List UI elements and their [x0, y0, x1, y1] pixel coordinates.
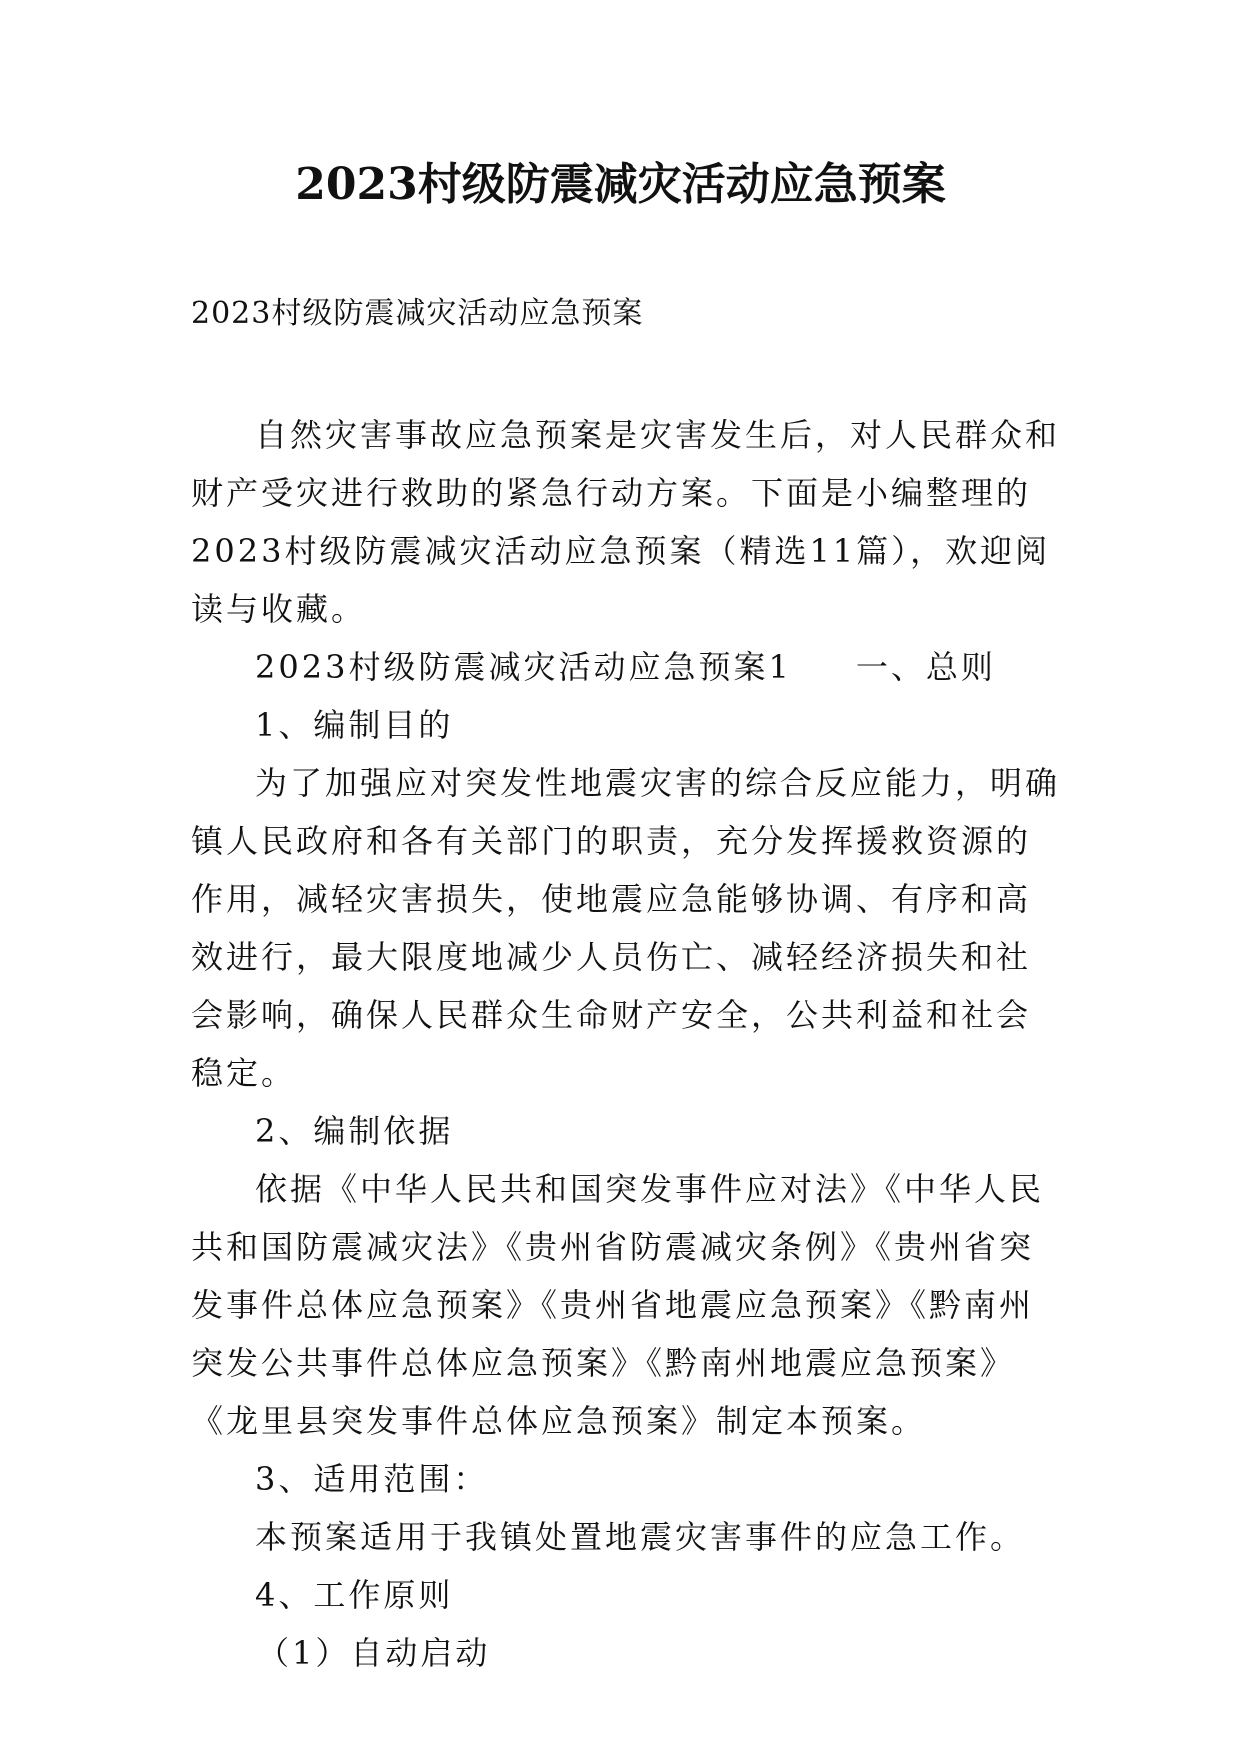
document-subtitle: 2023村级防震减灾活动应急预案 — [191, 296, 644, 331]
document-title: 2023村级防震减灾活动应急预案 — [295, 159, 946, 210]
section-heading — [191, 638, 1065, 696]
section-heading-part: 一、总则 — [855, 648, 996, 686]
paragraph-purpose: 为了加强应对突发性地震灾害的综合反应能力，明确镇人民政府和各有关部门的职责，充分发挥援救资源的作用，减轻灾害损失，使地震应急能够协调、有序和高效进行，最大限度地减少人员伤亡、减轻经济损失和社会影响，确保人民群众生命财产安全，公共利益和社会稳定。 — [191, 764, 1061, 1092]
heading-basis: 2、编制依据 — [255, 1112, 454, 1150]
heading-scope: 3、适用范围： — [255, 1460, 489, 1498]
document-body — [191, 406, 1065, 1682]
heading-principles: 4、工作原则 — [255, 1576, 454, 1614]
section-heading-title: 2023村级防震减灾活动应急预案1 — [255, 648, 792, 686]
principle-auto-start: （1）自动启动 — [257, 1634, 491, 1672]
intro-paragraph: 自然灾害事故应急预案是灾害发生后，对人民群众和财产受灾进行救助的紧急行动方案。下面是小编整理的2023村级防震减灾活动应急预案（精选11篇），欢迎阅读与收藏。 — [191, 416, 1061, 628]
heading-purpose: 1、编制目的 — [255, 706, 454, 744]
paragraph-scope: 本预案适用于我镇处置地震灾害事件的应急工作。 — [255, 1518, 1026, 1556]
paragraph-basis: 依据《中华人民共和国突发事件应对法》《中华人民共和国防震减灾法》《贵州省防震减灾条例》《贵州省突发事件总体应急预案》《贵州省地震应急预案》《黔南州突发公共事件总体应急预案》《黔南州地震应急预案》《龙里县突发事件总体应急预案》制定本预案。 — [191, 1170, 1045, 1440]
